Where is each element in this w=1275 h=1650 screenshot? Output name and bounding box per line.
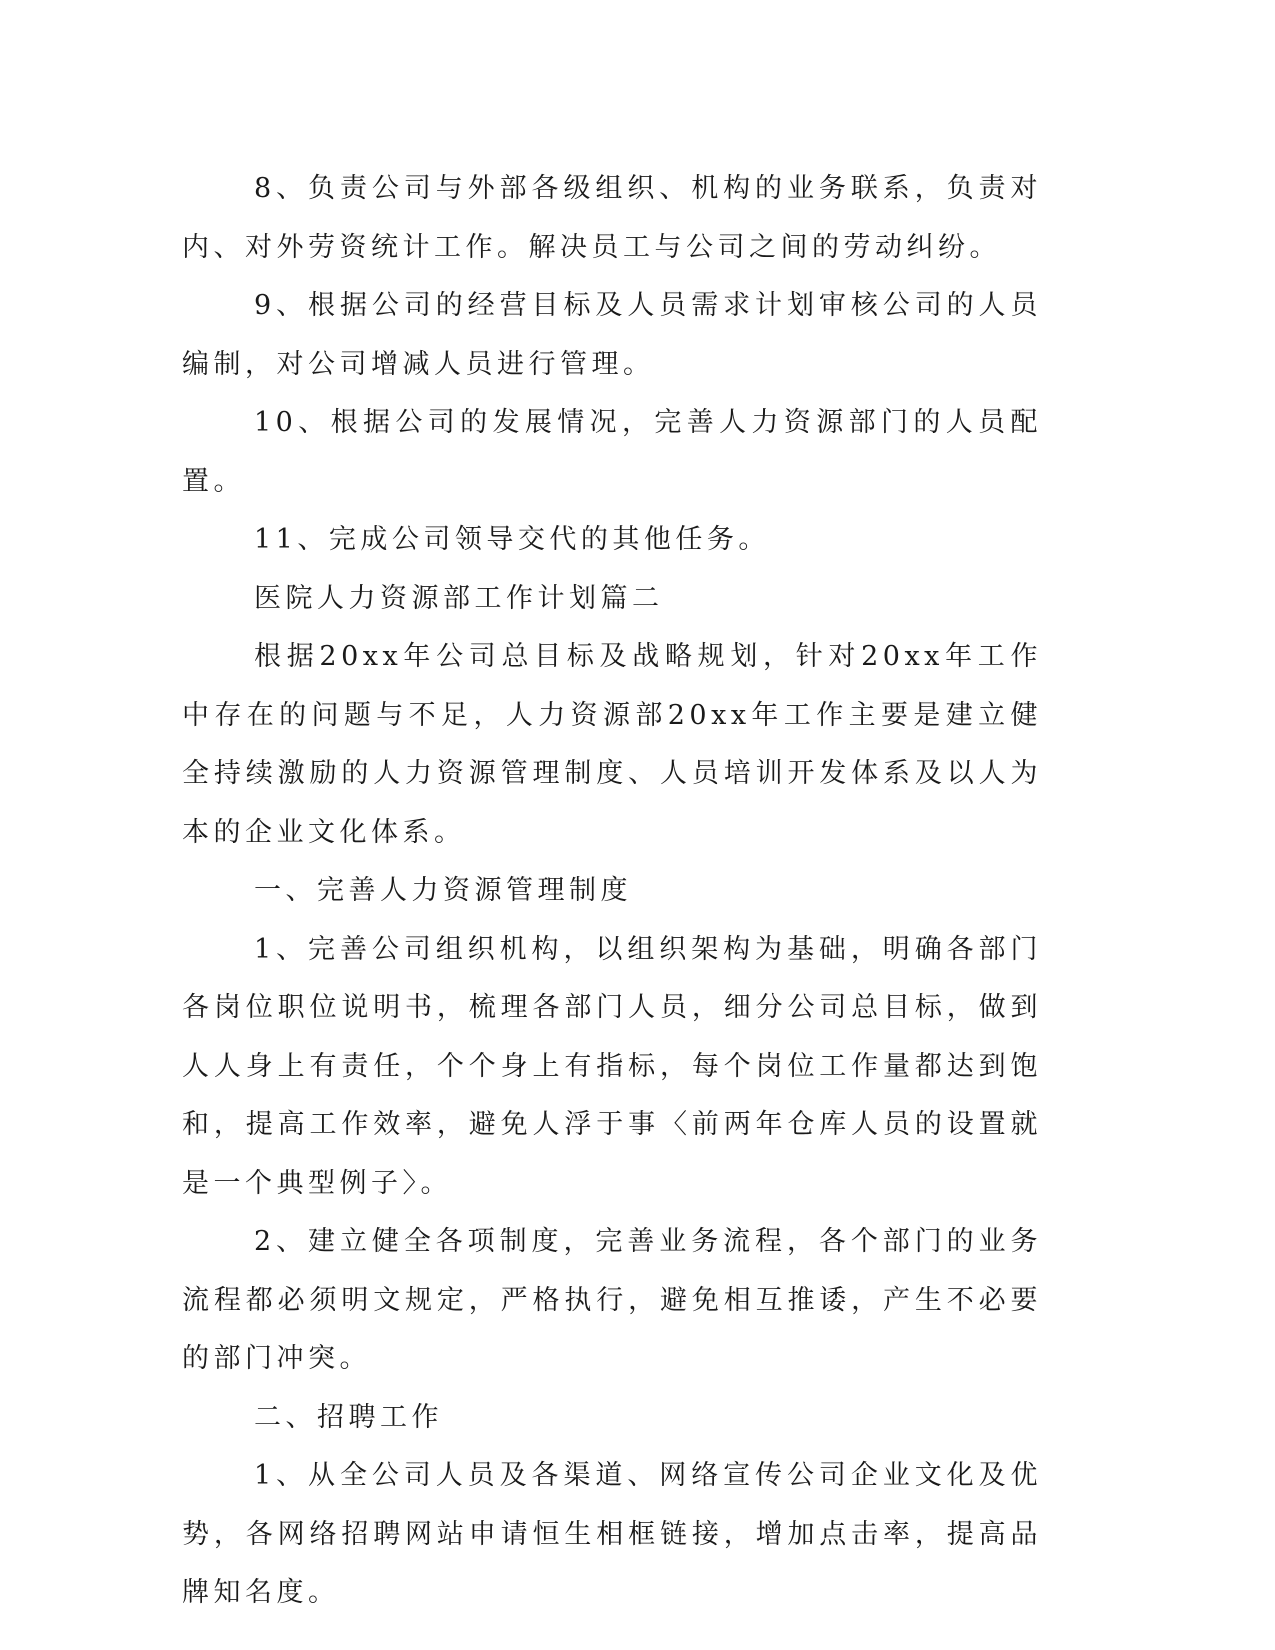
paragraph-one-2: 2、建立健全各项制度，完善业务流程，各个部门的业务流程都必须明文规定，严格执行，避免相互推诿，产生不必要的部门冲突。: [182, 1226, 1042, 1374]
paragraph-item-8: 8、负责公司与外部各级组织、机构的业务联系，负责对内、对外劳资统计工作。解决员工与公司之间的劳动纠纷。: [182, 173, 1042, 263]
paragraph-two-1: 1、从全公司人员及各渠道、网络宣传公司企业文化及优势，各网络招聘网站申请恒生相框链接，增加点击率，提高品牌知名度。: [182, 1460, 1042, 1608]
paragraph-item-10: 10、根据公司的发展情况，完善人力资源部门的人员配置。: [182, 407, 1042, 497]
section-title: 医院人力资源部工作计划篇二: [254, 582, 664, 614]
intro-paragraph: 根据20xx年公司总目标及战略规划，针对20xx年工作中存在的问题与不足，人力资源部20xx年工作主要是建立健全持续激励的人力资源管理制度、人员培训开发体系及以人为本的企业文化体系。: [182, 641, 1042, 848]
document-body: [182, 160, 1042, 1623]
paragraph-item-9: 9、根据公司的经营目标及人员需求计划审核公司的人员编制，对公司增减人员进行管理。: [182, 290, 1042, 380]
heading-one: 一、完善人力资源管理制度: [254, 875, 632, 906]
heading-two: 二、招聘工作: [254, 1401, 443, 1433]
paragraph-one-1: 1、完善公司组织机构，以组织架构为基础，明确各部门各岗位职位说明书，梳理各部门人员，细分公司总目标，做到人人身上有责任，个个身上有指标，每个岗位工作量都达到饱和，提高工作效率，避免人浮于事〈前两年仓库人员的设置就是一个典型例子〉。: [182, 933, 1042, 1199]
paragraph-item-11: 11、完成公司领导交代的其他任务。: [254, 524, 770, 555]
